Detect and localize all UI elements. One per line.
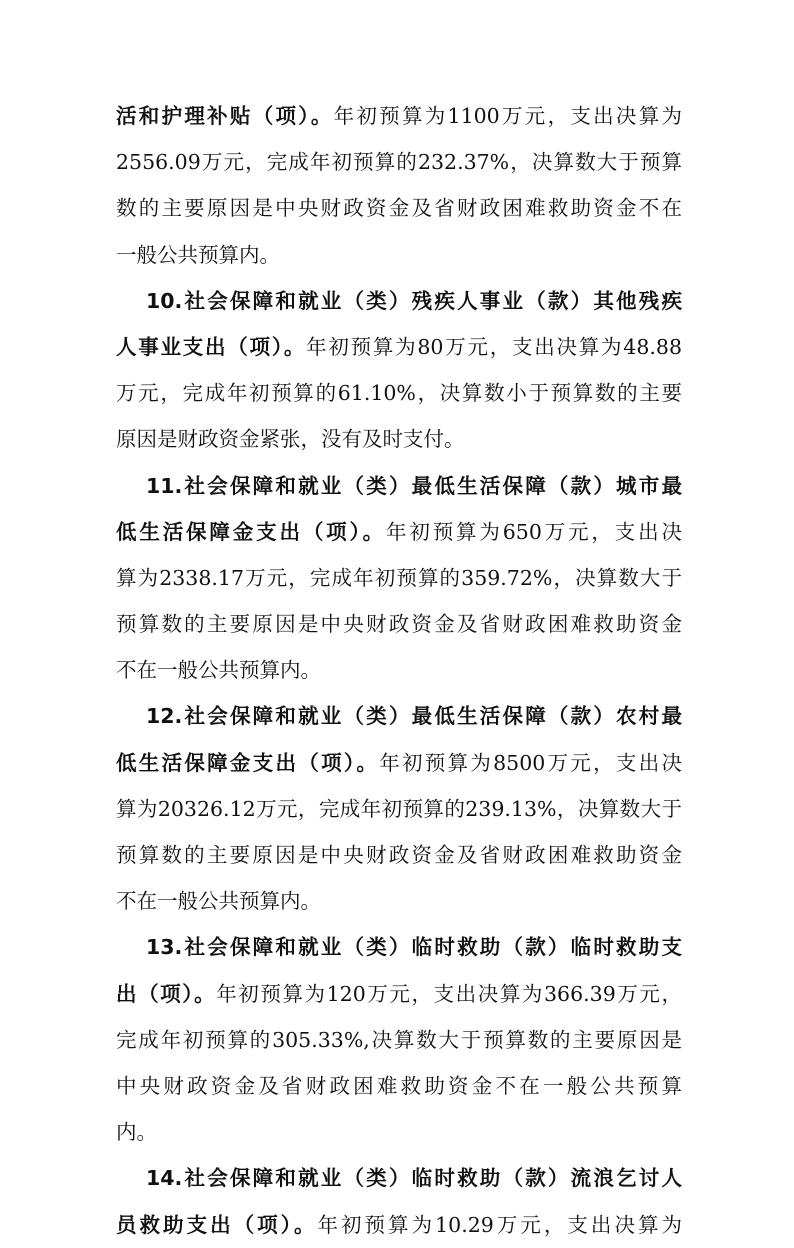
- item-text: 算为2338.17万元，完成年初预算的359.72%，决算数大于: [116, 565, 682, 590]
- item-heading: 低生活保障金支出（项）。: [116, 750, 380, 775]
- text-line: [116, 278, 682, 324]
- item-text: 中央财政资金及省财政困难救助资金不在一般公共预算: [116, 1073, 682, 1098]
- item-text: 内。: [116, 1120, 157, 1145]
- text-line: [116, 555, 682, 601]
- item-text: 数的主要原因是中央财政资金及省财政困难救助资金不在: [116, 196, 682, 221]
- item-text: 预算数的主要原因是中央财政资金及省财政困难救助资金: [116, 843, 682, 867]
- item-heading: 活和护理补贴（项）。: [116, 104, 334, 128]
- text-line: [116, 139, 682, 185]
- text-line: [116, 1017, 682, 1063]
- item-heading: 13.社会保障和就业（类）临时救助（款）临时救助支: [146, 935, 682, 960]
- item-heading: 14.社会保障和就业（类）临时救助（款）流浪乞讨人: [146, 1166, 682, 1191]
- item-text: 年初预算为120万元，支出决算为366.39万元，: [216, 981, 682, 1006]
- text-line: [116, 1155, 682, 1201]
- text-line: [116, 324, 682, 370]
- text-line: [116, 693, 682, 739]
- item-text: 年初预算为650万元，支出决: [385, 519, 682, 544]
- text-line: [116, 1063, 682, 1109]
- text-line: [116, 832, 682, 878]
- item-text: 预算数的主要原因是中央财政资金及省财政困难救助资金: [116, 612, 682, 637]
- item-text: 年初预算为10.29万元，支出决算为: [317, 1212, 682, 1237]
- item-text: 2556.09万元，完成年初预算的232.37%，决算数大于预算: [116, 150, 682, 175]
- item-heading: 人事业支出（项）。: [116, 334, 307, 359]
- text-line: [116, 370, 682, 416]
- item-heading: 12.社会保障和就业（类）最低生活保障（款）农村最: [146, 704, 682, 729]
- item-heading: 低生活保障金支出（项）。: [116, 519, 386, 544]
- body-text: [116, 93, 682, 1248]
- item-heading: 员救助支出（项）。: [116, 1212, 318, 1237]
- text-line: [116, 924, 682, 970]
- text-line: [116, 1202, 682, 1248]
- text-line: [116, 786, 682, 832]
- item-text: 一般公共预算内。: [116, 242, 280, 267]
- text-line: [116, 232, 682, 278]
- text-line: [116, 463, 682, 509]
- text-line: [116, 601, 682, 647]
- item-heading: 出（项）。: [116, 981, 217, 1006]
- item-text: 不在一般公共预算内。: [116, 889, 321, 914]
- item-text: 完成年初预算的305.33%,决算数大于预算数的主要原因是: [116, 1027, 682, 1052]
- text-line: [116, 878, 682, 924]
- item-heading: 11.社会保障和就业（类）最低生活保障（款）城市最: [146, 473, 682, 498]
- item-text: 万元，完成年初预算的61.10%，决算数小于预算数的主要: [116, 381, 682, 406]
- text-line: [116, 509, 682, 555]
- item-text: 年初预算为80万元，支出决算为48.88: [306, 334, 682, 359]
- item-text: 年初预算为8500万元，支出决: [379, 750, 682, 775]
- item-text: 原因是财政资金紧张，没有及时支付。: [116, 427, 465, 452]
- text-line: [116, 647, 682, 693]
- item-text: 年初预算为1100万元，支出决算为: [333, 104, 682, 128]
- text-line: [116, 416, 682, 462]
- text-line: [116, 740, 682, 786]
- item-text: 算为20326.12万元，完成年初预算的239.13%，决算数大于: [116, 796, 682, 821]
- item-heading: 10.社会保障和就业（类）残疾人事业（款）其他残疾: [146, 288, 682, 313]
- text-line: [116, 1109, 682, 1155]
- text-line: [116, 185, 682, 231]
- item-text: 不在一般公共预算内。: [116, 658, 321, 683]
- text-line: [116, 971, 682, 1017]
- text-line: [116, 93, 682, 139]
